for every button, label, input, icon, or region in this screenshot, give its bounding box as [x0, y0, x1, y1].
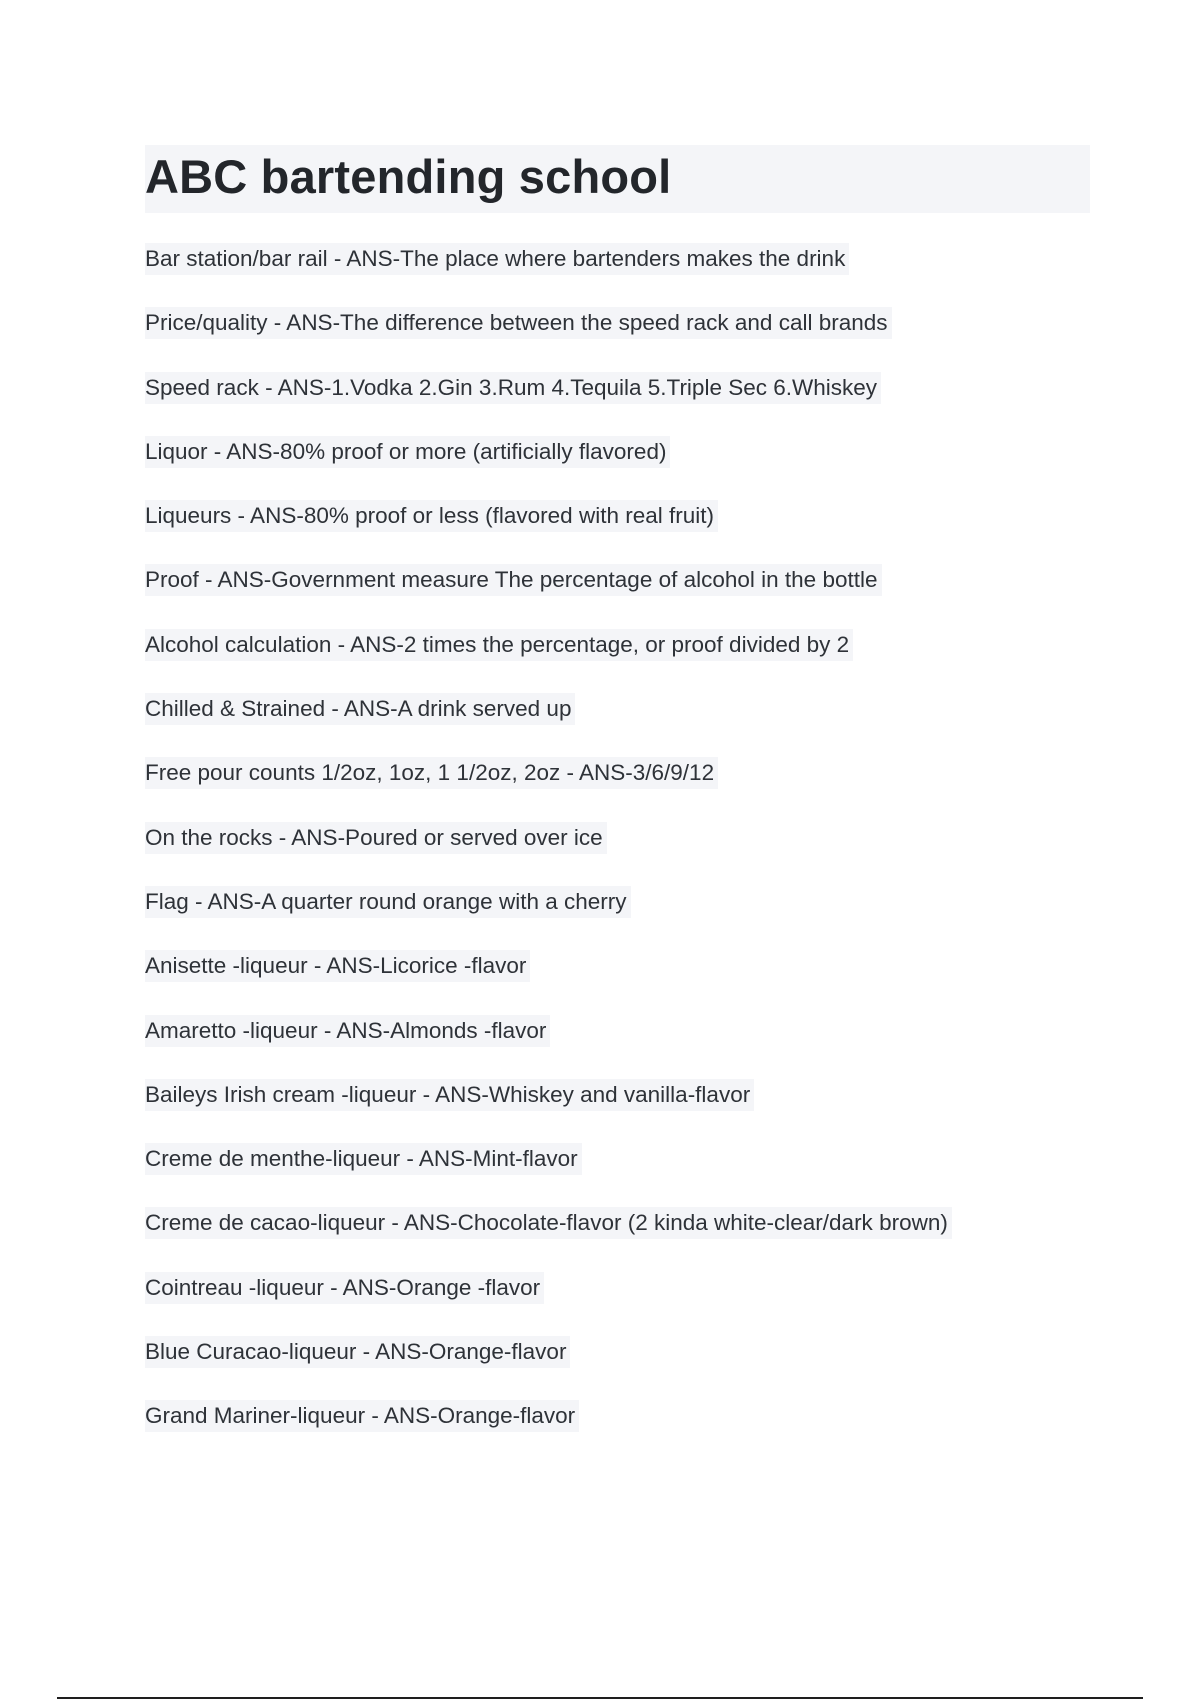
list-item: [145, 1336, 1105, 1400]
list-item: [145, 950, 1105, 1014]
list-item: [145, 243, 1105, 307]
flashcard-text: Liqueurs - ANS-80% proof or less (flavored with real fruit): [145, 500, 718, 532]
flashcard-text: Cointreau -liqueur - ANS-Orange -flavor: [145, 1272, 544, 1304]
list-item: [145, 564, 1105, 628]
flashcard-text: Baileys Irish cream -liqueur - ANS-Whiskey and vanilla-flavor: [145, 1079, 754, 1111]
flashcard-text: On the rocks - ANS-Poured or served over ice: [145, 822, 607, 854]
flashcard-text: Creme de cacao-liqueur - ANS-Chocolate-flavor (2 kinda white-clear/dark brown): [145, 1207, 952, 1239]
list-item: [145, 886, 1105, 950]
list-item: [145, 757, 1105, 821]
list-item: [145, 822, 1105, 886]
flashcard-text: Creme de menthe-liqueur - ANS-Mint-flavor: [145, 1143, 582, 1175]
list-item: [145, 307, 1105, 371]
footer-divider: [57, 1697, 1143, 1699]
list-item: [145, 1143, 1105, 1207]
flashcard-text: Bar station/bar rail - ANS-The place where bartenders makes the drink: [145, 243, 849, 275]
list-item: [145, 1207, 1105, 1271]
list-item: [145, 1015, 1105, 1079]
flashcard-text: Amaretto -liqueur - ANS-Almonds -flavor: [145, 1015, 550, 1047]
flashcard-text: Price/quality - ANS-The difference between the speed rack and call brands: [145, 307, 892, 339]
flashcard-text: Anisette -liqueur - ANS-Licorice -flavor: [145, 950, 530, 982]
list-item: [145, 629, 1105, 693]
flashcard-text: Free pour counts 1/2oz, 1oz, 1 1/2oz, 2oz - ANS-3/6/9/12: [145, 757, 718, 789]
list-item: [145, 1272, 1105, 1336]
page-title: ABC bartending school: [145, 150, 672, 203]
flashcard-text: Blue Curacao-liqueur - ANS-Orange-flavor: [145, 1336, 570, 1368]
flashcard-list: [145, 243, 1105, 1465]
list-item: [145, 500, 1105, 564]
flashcard-text: Liquor - ANS-80% proof or more (artificially flavored): [145, 436, 670, 468]
flashcard-text: Chilled & Strained - ANS-A drink served up: [145, 693, 575, 725]
list-item: [145, 1079, 1105, 1143]
list-item: [145, 693, 1105, 757]
list-item: [145, 436, 1105, 500]
flashcard-text: Flag - ANS-A quarter round orange with a cherry: [145, 886, 631, 918]
flashcard-text: Speed rack - ANS-1.Vodka 2.Gin 3.Rum 4.Tequila 5.Triple Sec 6.Whiskey: [145, 372, 881, 404]
flashcard-text: Proof - ANS-Government measure The percentage of alcohol in the bottle: [145, 564, 882, 596]
list-item: [145, 372, 1105, 436]
list-item: [145, 1400, 1105, 1464]
flashcard-text: Alcohol calculation - ANS-2 times the percentage, or proof divided by 2: [145, 629, 853, 661]
flashcard-text: Grand Mariner-liqueur - ANS-Orange-flavor: [145, 1400, 579, 1432]
